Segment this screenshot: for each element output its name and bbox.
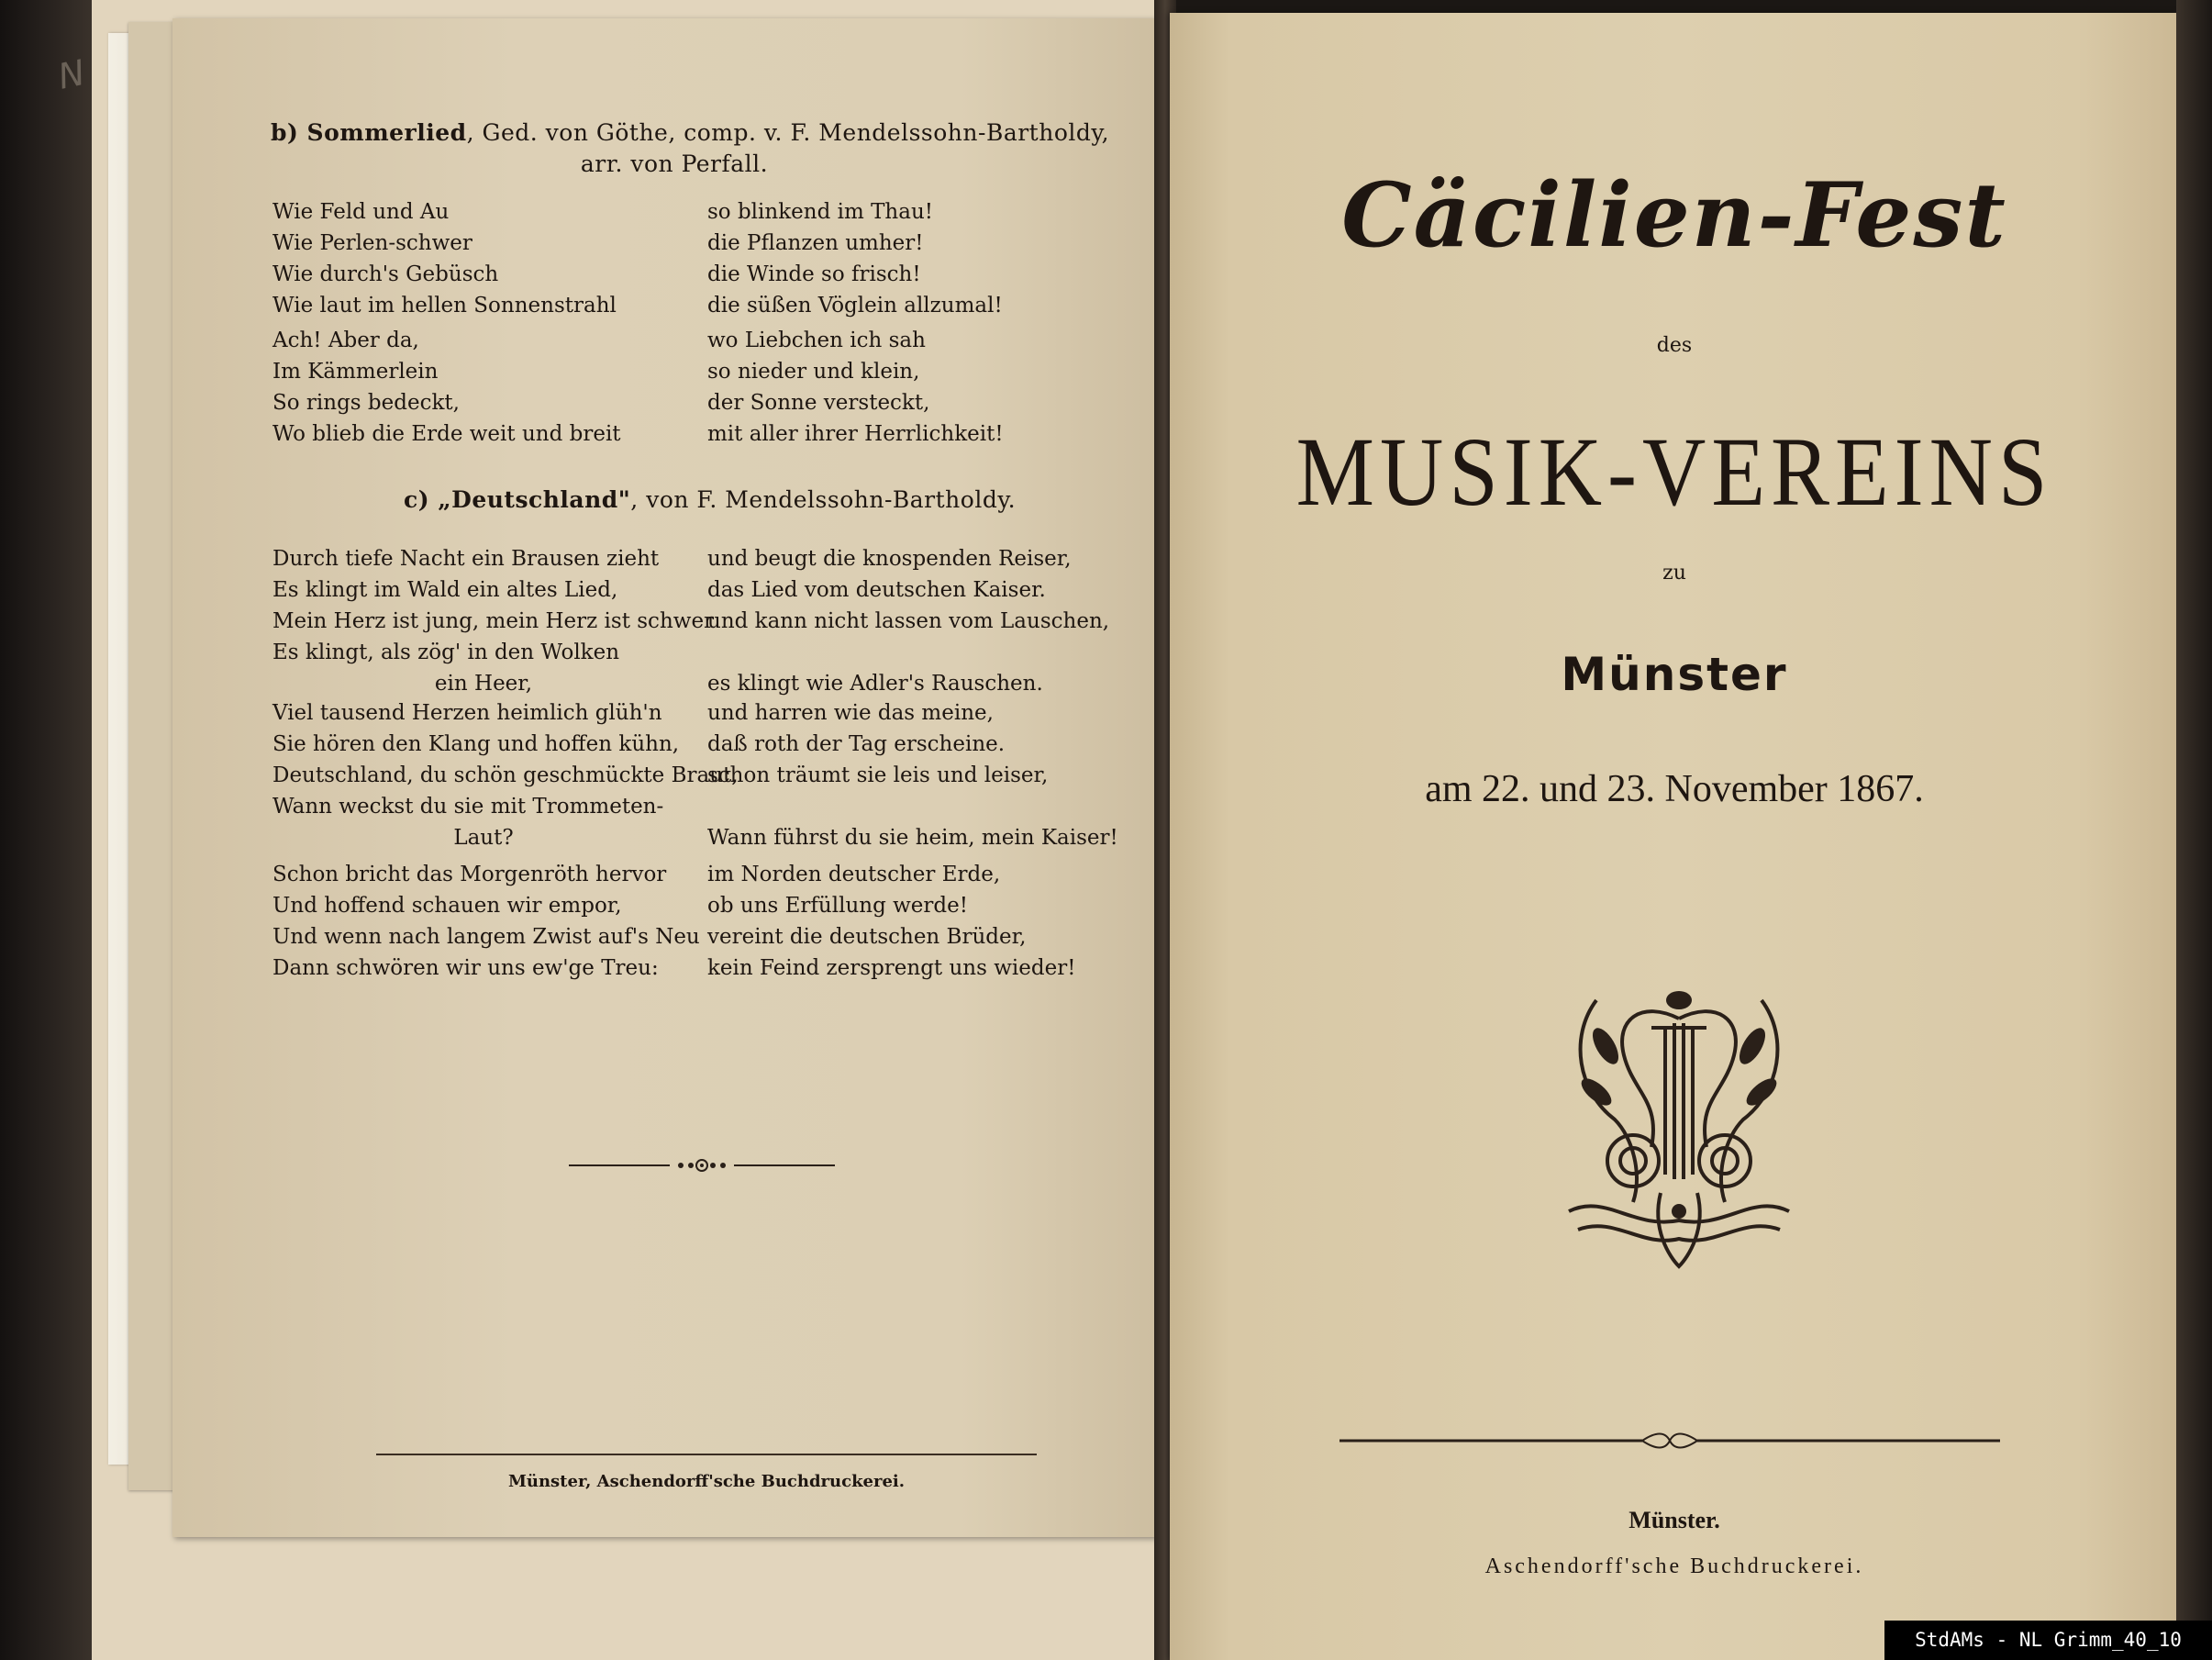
verse-left: Wie Perlen-schwer	[272, 231, 472, 255]
verse-right: und kann nicht lassen vom Lauschen,	[707, 609, 1110, 633]
verse-left: Schon bricht das Morgenröth hervor	[272, 863, 667, 886]
verse-right: wo Liebchen ich sah	[707, 329, 926, 352]
verse-left: So rings bedeckt,	[272, 391, 460, 415]
song-b-label: b) Sommerlied	[271, 119, 467, 146]
verse-left: Und hoffend schauen wir empor,	[272, 894, 622, 918]
pencil-margin-mark: N	[54, 51, 89, 97]
verse-line	[272, 921, 1135, 953]
verse-line	[272, 760, 1135, 791]
verse-left: Und wenn nach langem Zwist auf's Neu	[272, 925, 700, 949]
verse-right: schon träumt sie leis und leiser,	[707, 763, 1049, 787]
verse-right: mit aller ihrer Herrlichkeit!	[707, 422, 1004, 446]
verse-left: Deutschland, du schön geschmückte Braut,	[272, 763, 739, 787]
verse-left: Sie hören den Klang und hoffen kühn,	[272, 732, 680, 756]
footer-rule	[376, 1454, 1037, 1455]
verse-left: Wo blieb die Erde weit und breit	[272, 422, 621, 446]
song-c-credits: , von F. Mendelssohn-Bartholdy.	[630, 486, 1017, 513]
verse-line	[272, 387, 1135, 418]
verse-line	[272, 953, 1135, 984]
verse-line	[272, 729, 1135, 760]
verse-left: Wann weckst du sie mit Trommeten-	[272, 795, 664, 819]
verse-line	[272, 859, 1135, 890]
verse-right: die Winde so frisch!	[707, 262, 921, 286]
verse-left: Es klingt, als zög' in den Wolken	[272, 641, 620, 664]
verse-right: kein Feind zersprengt uns wieder!	[707, 956, 1076, 980]
verse-right: die Pflanzen umher!	[707, 231, 924, 255]
title-zu: zu	[1662, 562, 1686, 585]
song-c-stanza-3	[272, 859, 1135, 984]
verse-line	[272, 822, 1135, 853]
verse-right: so blinkend im Thau!	[707, 200, 934, 224]
ornament-divider-icon	[569, 1156, 835, 1175]
verse-left: Es klingt im Wald ein altes Lied,	[272, 578, 618, 602]
verse-left: Dann schwören wir uns ew'ge Treu:	[272, 956, 659, 980]
song-b-credits: , Ged. von Göthe, comp. v. F. Mendelssohn-Bartholdy,	[466, 119, 1110, 146]
event-date: am 22. und 23. November 1867.	[1425, 768, 1924, 810]
imprint-place: Münster.	[1628, 1507, 1720, 1533]
page-title: Cäcilien-Fest	[1341, 163, 2007, 267]
verse-line	[272, 290, 1135, 321]
verse-right: der Sonne versteckt,	[707, 391, 930, 415]
verse-left: Viel tausend Herzen heimlich glüh'n	[272, 701, 662, 725]
verse-line	[272, 574, 1135, 606]
left-page-imprint: Münster, Aschendorff'sche Buchdruckerei.	[507, 1472, 906, 1491]
verse-line	[272, 196, 1135, 228]
verse-right: ob uns Erfüllung werde!	[707, 894, 968, 918]
imprint-printer: Aschendorff'sche Buchdruckerei.	[1484, 1554, 1864, 1578]
verse-line	[272, 418, 1135, 450]
song-b-stanza-2	[272, 325, 1135, 450]
song-b-heading	[271, 117, 1133, 180]
verse-left: Mein Herz ist jung, mein Herz ist schwer	[272, 609, 715, 633]
song-c-stanza-2	[272, 697, 1135, 853]
verse-right: die süßen Vöglein allzumal!	[707, 294, 1003, 318]
verse-left: Wie durch's Gebüsch	[272, 262, 499, 286]
verse-left: Laut?	[453, 826, 514, 850]
verse-line	[272, 325, 1135, 356]
verse-left: Wie Feld und Au	[272, 200, 450, 224]
verse-left: Im Kämmerlein	[272, 360, 439, 384]
verse-right: es klingt wie Adler's Rauschen.	[707, 672, 1043, 696]
footer-rule-ornament-icon	[1339, 1432, 2000, 1450]
verse-line	[272, 791, 1135, 822]
verse-line	[272, 228, 1135, 259]
verse-right: vereint die deutschen Brüder,	[707, 925, 1027, 949]
verse-left: Ach! Aber da,	[272, 329, 419, 352]
city-name: Münster	[1561, 648, 1788, 701]
verse-line	[272, 259, 1135, 290]
lyre-emblem-icon	[1541, 964, 1817, 1276]
song-c-heading	[404, 485, 1046, 516]
song-b-stanza-1	[272, 196, 1135, 321]
song-c-label: c) „Deutschland"	[404, 486, 631, 513]
verse-right: das Lied vom deutschen Kaiser.	[707, 578, 1046, 602]
verse-line	[272, 890, 1135, 921]
verse-line	[272, 697, 1135, 729]
society-name: MUSIK-VEREINS	[1295, 416, 2053, 527]
book-binding-left	[0, 0, 92, 1660]
verse-right: Wann führst du sie heim, mein Kaiser!	[707, 826, 1118, 850]
verse-line	[272, 543, 1135, 574]
verse-line	[272, 356, 1135, 387]
verse-right: im Norden deutscher Erde,	[707, 863, 1001, 886]
verse-left: ein Heer,	[434, 672, 533, 696]
verse-left: Durch tiefe Nacht ein Brausen zieht	[272, 547, 660, 571]
verse-right: und harren wie das meine,	[707, 701, 994, 725]
verse-left: Wie laut im hellen Sonnenstrahl	[272, 294, 617, 318]
verse-line	[272, 637, 1135, 668]
verse-line	[272, 606, 1135, 637]
song-b-arranger: arr. von Perfall.	[580, 150, 769, 177]
verse-right: so nieder und klein,	[707, 360, 920, 384]
book-edge-right	[2176, 0, 2212, 1660]
verse-right: daß roth der Tag erscheine.	[707, 732, 1006, 756]
archive-watermark: StdAMs - NL Grimm_40_10	[1884, 1621, 2212, 1660]
song-c-stanza-1	[272, 543, 1135, 699]
verse-right: und beugt die knospenden Reiser,	[707, 547, 1072, 571]
title-des: des	[1656, 334, 1693, 357]
verse-line	[272, 668, 1135, 699]
